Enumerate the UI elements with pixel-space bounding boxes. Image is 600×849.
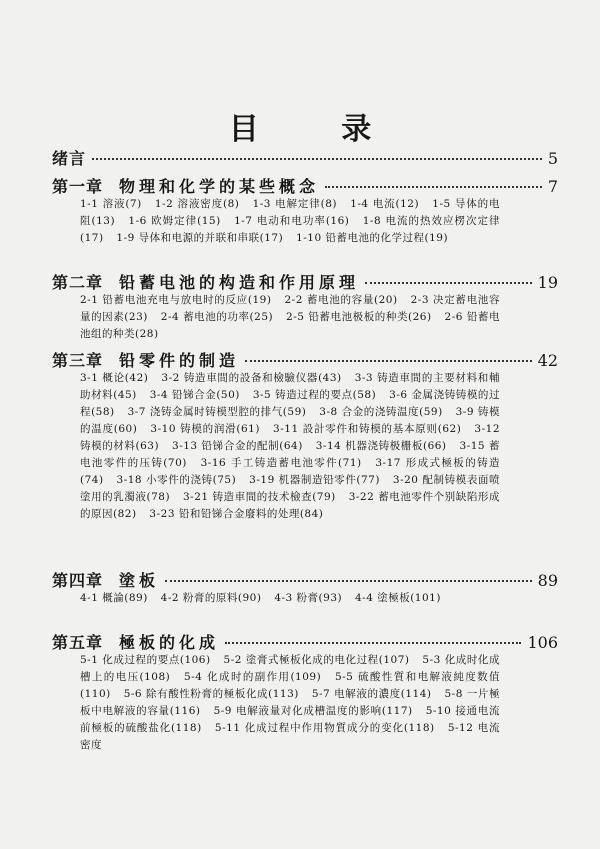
chapter-title: 铅零件的制造 <box>119 351 240 370</box>
section-entry[interactable]: 1-10 铅蓄电池的化学过程(19) <box>296 232 449 244</box>
section-entry[interactable]: 2-4 蓄电池的功率(25) <box>160 311 274 323</box>
page-title: 目 录 <box>228 112 408 147</box>
section-entry[interactable]: 3-1 概论(42) <box>80 372 149 384</box>
dot-leader <box>165 580 532 582</box>
section-entry[interactable]: 3-14 机器浇铸极栅板(66) <box>315 440 447 452</box>
chapter-label: 第一章 <box>52 177 104 196</box>
section-entry[interactable]: 5-6 除有酸性粉膏的極板化成(113) <box>123 688 299 700</box>
toc-chapter-5[interactable] <box>52 630 558 653</box>
section-entry[interactable]: 1-1 溶液(7) <box>80 198 142 210</box>
chapter-page-number: 42 <box>537 351 558 370</box>
chapter-3-sections <box>80 370 500 523</box>
section-entry[interactable]: 5-12 电流密度 <box>80 722 500 751</box>
section-entry[interactable]: 2-6 铅蓄电池组的种类(28) <box>80 311 500 340</box>
section-entry[interactable]: 1-8 电流的热效应楞次定律(17) <box>80 215 500 244</box>
section-entry[interactable]: 5-5 硫酸性質和电解液純度数值(110) <box>80 671 501 700</box>
section-entry[interactable]: 5-8 一片極板中电解液的容量(116) <box>80 688 501 717</box>
section-entry[interactable]: 1-5 导体的电阻(13) <box>80 198 500 227</box>
chapter-page-number: 5 <box>547 149 558 168</box>
section-entry[interactable]: 4-1 概論(89) <box>80 592 148 604</box>
section-entry[interactable]: 3-3 铸造車間的主要材料和輔助材料(45) <box>80 372 500 401</box>
section-entry[interactable]: 5-10 接通电流前極板的硫酸盐化(118) <box>80 705 500 734</box>
chapter-label: 第四章 <box>52 571 104 590</box>
section-entry[interactable]: 2-5 铅蓄电池极板的种类(26) <box>286 311 432 323</box>
chapter-label: 第三章 <box>52 351 104 370</box>
section-entry[interactable]: 3-18 小零件的浇铸(75) <box>116 474 237 486</box>
dot-leader <box>245 360 532 362</box>
section-entry[interactable]: 4-4 塗極板(101) <box>354 592 441 604</box>
toc-chapter-4[interactable] <box>52 568 558 591</box>
section-entry[interactable]: 5-2 塗膏式極板化成的电化过程(107) <box>223 654 410 666</box>
section-entry[interactable]: 3-19 机器制造铅零件(77) <box>249 474 380 486</box>
section-entry[interactable]: 5-11 化成过程中作用物質成分的变化(118) <box>214 722 435 734</box>
section-entry[interactable]: 3-11 設計零件和铸模的基本原则(62) <box>273 423 462 435</box>
dot-leader <box>225 642 521 644</box>
chapter-title: 物理和化学的某些概念 <box>119 177 320 196</box>
section-entry[interactable]: 3-16 手工铸造蓄电池零件(71) <box>200 457 362 469</box>
section-entry[interactable]: 3-13 铅锑合金的配制(64) <box>172 440 303 452</box>
chapter-label: 第二章 <box>52 273 104 292</box>
toc-chapter-2[interactable] <box>52 270 558 293</box>
section-entry[interactable]: 5-9 电解液量对化成槽温度的影响(117) <box>213 705 413 717</box>
section-entry[interactable]: 3-17 形成式極板的铸造(74) <box>80 457 501 486</box>
toc-chapter-1[interactable] <box>52 174 558 197</box>
section-entry[interactable]: 4-2 粉膏的原料(90) <box>160 592 262 604</box>
section-entry[interactable]: 3-20 配制铸模表面喷塗用的乳濁液(78) <box>80 474 501 503</box>
section-entry[interactable]: 3-6 金属浇铸铸模的过程(58) <box>80 389 500 418</box>
section-entry[interactable]: 2-3 决定蓄电池容量的因素(23) <box>80 294 500 323</box>
section-entry[interactable]: 5-7 电解液的濃度(114) <box>311 688 432 700</box>
section-entry[interactable]: 1-2 溶液密度(8) <box>154 198 240 210</box>
chapter-page-number: 19 <box>537 273 558 292</box>
dot-leader <box>325 186 542 188</box>
section-entry[interactable]: 4-3 粉膏(93) <box>274 592 343 604</box>
section-entry[interactable]: 2-1 铅蓄电池充电与放电时的反应(19) <box>80 294 272 306</box>
section-entry[interactable]: 3-15 蓄电池零件的压铸(70) <box>80 440 501 469</box>
chapter-1-sections <box>80 196 500 247</box>
chapter-4-sections <box>80 590 500 607</box>
section-entry[interactable]: 5-1 化成过程的要点(106) <box>80 654 211 666</box>
section-entry[interactable]: 1-6 欧姆定律(15) <box>128 215 221 227</box>
section-entry[interactable]: 1-7 电动和电功率(16) <box>234 215 350 227</box>
chapter-label: 第五章 <box>52 633 104 652</box>
section-entry[interactable]: 1-4 电流(12) <box>350 198 420 210</box>
section-entry[interactable]: 1-3 电解定律(8) <box>252 198 337 210</box>
section-entry[interactable]: 3-7 浇铸金属时铸模型腔的排气(59) <box>127 406 307 418</box>
section-entry[interactable]: 3-2 铸造車間的設备和檢驗仪器(43) <box>161 372 342 384</box>
toc-chapter-intro[interactable] <box>52 146 558 169</box>
dot-leader <box>365 282 532 284</box>
dot-leader <box>92 158 542 160</box>
chapter-label: 绪言 <box>52 149 87 168</box>
section-entry[interactable]: 3-9 铸模的温度(60) <box>80 406 500 435</box>
chapter-5-sections <box>80 652 500 754</box>
section-entry[interactable]: 3-23 铅和铅锑合金廢料的处理(84) <box>149 508 324 520</box>
section-entry[interactable]: 1-9 导体和电源的并联和串联(17) <box>116 232 284 244</box>
section-entry[interactable]: 5-4 化成时的副作用(109) <box>184 671 322 683</box>
chapter-title: 铅蓄电池的构造和作用原理 <box>119 273 360 292</box>
chapter-page-number: 7 <box>547 177 558 196</box>
chapter-page-number: 89 <box>537 571 558 590</box>
section-entry[interactable]: 3-22 蓄电池零件个别缺陷形成的原因(82) <box>80 491 500 520</box>
section-entry[interactable]: 3-4 铅锑合金(50) <box>149 389 240 401</box>
section-entry[interactable]: 2-2 蓄电池的容量(20) <box>284 294 398 306</box>
section-entry[interactable]: 5-3 化成时化成槽上的电压(108) <box>80 654 501 683</box>
section-entry[interactable]: 3-21 铸造車間的技术檢查(79) <box>182 491 336 503</box>
chapter-title: 塗板 <box>119 571 160 590</box>
toc-chapter-3[interactable] <box>52 348 558 371</box>
chapter-2-sections <box>80 292 500 343</box>
chapter-page-number: 106 <box>527 633 558 652</box>
chapter-title: 極板的化成 <box>119 633 220 652</box>
section-entry[interactable]: 3-8 合金的浇铸温度(59) <box>319 406 443 418</box>
section-entry[interactable]: 3-12 铸模的材料(63) <box>80 423 500 452</box>
section-entry[interactable]: 3-5 铸造过程的要点(58) <box>252 389 377 401</box>
section-entry[interactable]: 3-10 铸模的润滑(61) <box>150 423 260 435</box>
